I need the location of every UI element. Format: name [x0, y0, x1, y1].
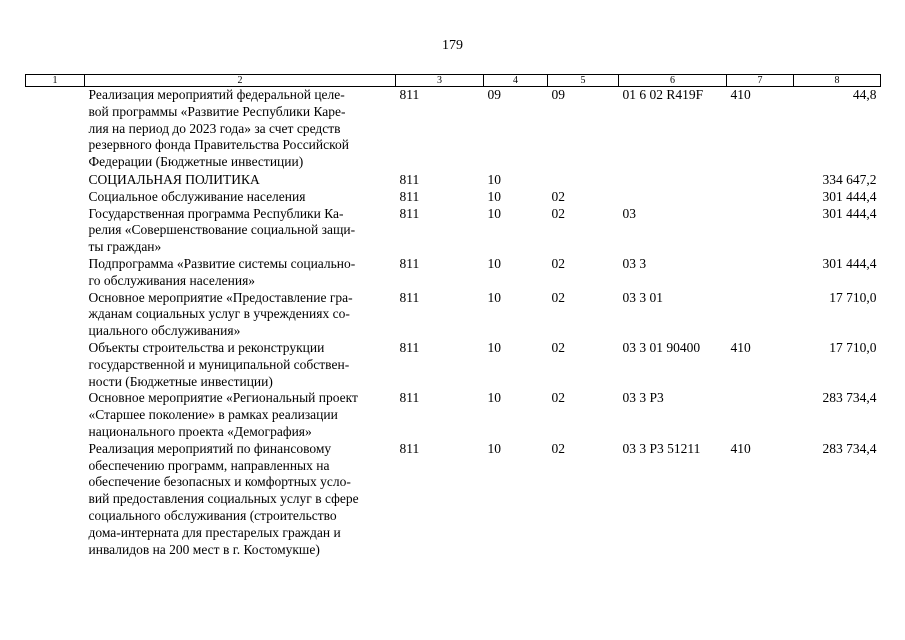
row-name: Основное мероприятие «Региональный проект «Старшее поколение» в рамках реализации национального проекта «Демография» [88, 390, 358, 439]
row-subsection: 02 [551, 339, 565, 355]
row-subsection: 02 [551, 440, 565, 456]
row-amount: 44,8 [852, 87, 877, 102]
row-target-article: 03 3 [622, 255, 647, 271]
column-header: 4 [484, 75, 548, 87]
row-target-article: 03 3 P3 [622, 390, 664, 406]
row-col-1 [26, 87, 85, 171]
column-header: 7 [727, 75, 794, 87]
row-expense-type: 410 [730, 339, 751, 355]
row-name: СОЦИАЛЬНАЯ ПОЛИТИКА [88, 171, 260, 187]
row-amount: 17 710,0 [829, 339, 877, 355]
row-ministry-code: 811 [399, 339, 420, 355]
row-amount: 283 734,4 [822, 390, 877, 406]
row-amount: 301 444,4 [822, 255, 877, 271]
row-target-article: 03 3 01 [622, 289, 663, 305]
column-header: 1 [26, 75, 85, 87]
table-row [26, 206, 881, 256]
row-amount: 301 444,4 [822, 205, 877, 221]
row-subsection: 02 [551, 188, 565, 204]
row-ministry-code: 811 [399, 87, 420, 102]
row-expense-type [727, 206, 794, 256]
row-expense-type [727, 256, 794, 290]
row-col-1 [26, 390, 85, 440]
table-row [26, 87, 881, 171]
row-name: Основное мероприятие «Предоставление гра- жданам социальных услуг в учреждениях со- циального обслуживания» [88, 289, 353, 339]
row-subsection: 02 [551, 255, 565, 271]
row-name: Реализация мероприятий федеральной целе- вой программы «Развитие Республики Каре- лия на период до 2023 года» за счет средств резервного фонда Правительства Российской Федерации (Бюджетные инвестиции) [88, 87, 349, 170]
row-target-article: 01 6 02 R419F [622, 87, 704, 102]
row-name: Социальное обслуживание населения [88, 188, 306, 204]
row-subsection: 09 [551, 87, 565, 102]
row-col-1 [26, 206, 85, 256]
row-section: 10 [487, 188, 501, 204]
table-header-row [26, 75, 881, 87]
row-name: Государственная программа Республики Ка- релия «Совершенствование социальной защи- ты граждан» [88, 205, 356, 255]
row-expense-type [727, 290, 794, 340]
row-expense-type: 410 [730, 87, 751, 102]
column-header: 3 [396, 75, 484, 87]
row-ministry-code: 811 [399, 390, 420, 406]
row-ministry-code: 811 [399, 289, 420, 305]
table-row [26, 340, 881, 390]
table-row [26, 441, 881, 559]
row-ministry-code: 811 [399, 440, 420, 456]
table-row [26, 256, 881, 290]
row-col-1 [26, 171, 85, 189]
table-body [26, 87, 881, 559]
budget-table [25, 74, 881, 558]
row-expense-type [727, 390, 794, 440]
row-target-article: 03 3 01 90400 [622, 339, 701, 355]
row-col-1 [26, 189, 85, 206]
row-subsection: 02 [551, 289, 565, 305]
row-col-1 [26, 340, 85, 390]
row-col-1 [26, 256, 85, 290]
row-target-article [619, 189, 727, 206]
column-header: 6 [619, 75, 727, 87]
row-amount: 301 444,4 [822, 188, 877, 204]
page-number: 179 [442, 38, 463, 53]
table-row [26, 171, 881, 189]
row-col-1 [26, 441, 85, 559]
row-target-article [619, 171, 727, 189]
row-subsection [548, 171, 619, 189]
row-target-article: 03 3 P3 51211 [622, 440, 701, 456]
row-subsection: 02 [551, 390, 565, 406]
column-header: 2 [85, 75, 396, 87]
row-amount: 334 647,2 [822, 171, 877, 187]
row-name: Объекты строительства и реконструкции государственной и муниципальной собствен- ности (Бюджетные инвестиции) [88, 339, 350, 389]
row-expense-type [727, 189, 794, 206]
column-header: 5 [548, 75, 619, 87]
row-target-article: 03 [622, 205, 636, 221]
row-ministry-code: 811 [399, 255, 420, 271]
row-section: 10 [487, 255, 501, 271]
table-row [26, 390, 881, 440]
row-ministry-code: 811 [399, 205, 420, 221]
row-amount: 283 734,4 [822, 440, 877, 456]
row-amount: 17 710,0 [829, 289, 877, 305]
row-section: 10 [487, 339, 501, 355]
row-expense-type [727, 171, 794, 189]
row-section: 10 [487, 390, 501, 406]
row-section: 10 [487, 289, 501, 305]
row-ministry-code: 811 [399, 171, 420, 187]
table-row [26, 189, 881, 206]
row-col-1 [26, 290, 85, 340]
row-name: Реализация мероприятий по финансовому обеспечению программ, направленных на обеспечение безопасных и комфортных усло- вий предоставления социальных услуг в сфере социального обслуживания (строительство дома-интерната для престарелых граждан и инвалидов на 200 мест в г. Костомукше) [88, 440, 359, 557]
row-section: 10 [487, 440, 501, 456]
row-name: Подпрограмма «Развитие системы социально- го обслуживания населения» [88, 255, 356, 288]
table-row [26, 290, 881, 340]
row-subsection: 02 [551, 205, 565, 221]
row-section: 09 [487, 87, 501, 102]
row-section: 10 [487, 205, 501, 221]
row-section: 10 [487, 171, 501, 187]
row-ministry-code: 811 [399, 188, 420, 204]
column-header: 8 [794, 75, 881, 87]
row-expense-type: 410 [730, 440, 751, 456]
